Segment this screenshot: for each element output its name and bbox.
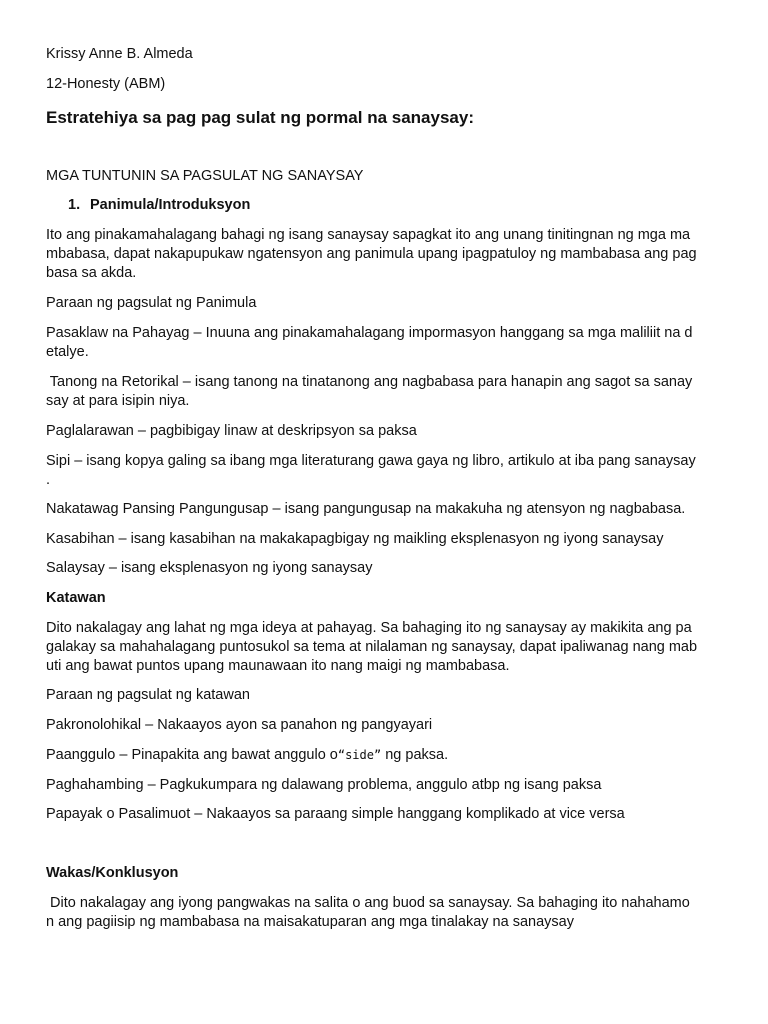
katawan-method-paanggulo [46, 746, 726, 766]
panimula-method-continuation: etalye. [46, 344, 89, 360]
panimula-methods-label: Paraan ng pagsulat ng Panimula [46, 295, 257, 311]
panimula-method: Sipi – isang kopya galing sa ibang mga literaturang gawa gaya ng libro, artikulo at iba pang sanaysay [46, 453, 696, 469]
class-section: 12-Honesty (ABM) [46, 76, 166, 92]
panimula-method-continuation: . [46, 472, 51, 488]
paanggulo-text: Paanggulo – Pinapakita ang bawat anggulo o [46, 747, 338, 763]
side-quote: “side” [337, 748, 382, 762]
katawan-method: Pakronolohikal – Nakaayos ayon sa panahon ng pangyayari [46, 717, 433, 733]
panimula-description-line: mbabasa, dapat nakapupukaw ngatensyon ang panimula upang ipagpatuloy ng mambabasa ang pag [46, 246, 697, 262]
katawan-method: Papayak o Pasalimuot – Nakaayos sa paraang simple hanggang komplikado at vice versa [46, 806, 625, 822]
panimula-method: Nakatawag Pansing Pangungusap – isang pangungusap na makakuha ng atensyon ng nagbabasa. [46, 501, 686, 517]
panimula-method: Tanong na Retorikal – isang tanong na tinatanong ang nagbabasa para hanapin ang sagot sa sanay [46, 374, 693, 390]
katawan-description-line: galakay sa mahahalagang puntosukol sa tema at nilalaman ng sanaysay, dapat ipaliwanag nang mab [46, 639, 698, 655]
document-title: Estratehiya sa pag pag sulat ng pormal na sanaysay: [46, 108, 474, 127]
katawan-method: Paghahambing – Pagkukumpara ng dalawang problema, anggulo atbp ng isang paksa [46, 777, 602, 793]
panimula-method: Paglalarawan – pagbibigay linaw at deskripsyon sa paksa [46, 423, 417, 439]
panimula-description-line: basa sa akda. [46, 265, 137, 281]
panimula-method-continuation: say at para isipin niya. [46, 393, 190, 409]
rules-heading: MGA TUNTUNIN SA PAGSULAT NG SANAYSAY [46, 168, 364, 184]
panimula-description-line: Ito ang pinakamahalagang bahagi ng isang sanaysay sapagkat ito ang unang tinitingnan ng mga ma [46, 227, 691, 243]
panimula-method: Pasaklaw na Pahayag – Inuuna ang pinakamahalagang impormasyon hanggang sa mga maliliit na d [46, 325, 693, 341]
panimula-method: Kasabihan – isang kasabihan na makakapagbigay ng maikling eksplenasyon ng iyong sanaysay [46, 531, 664, 547]
katawan-methods-label: Paraan ng pagsulat ng katawan [46, 687, 250, 703]
katawan-description-line: uti ang bawat puntos upang maunawaan ito nang maigi ng mambabasa. [46, 658, 510, 674]
list-number: 1. [68, 197, 81, 213]
wakas-heading: Wakas/Konklusyon [46, 865, 179, 881]
author-name: Krissy Anne B. Almeda [46, 46, 193, 62]
wakas-description-line: n ang pagiisip ng mambabasa na maisakatuparan ang mga tinalakay na sanaysay [46, 914, 574, 930]
panimula-heading-text: Panimula/Introduksyon [90, 197, 251, 213]
panimula-method: Salaysay – isang eksplenasyon ng iyong sanaysay [46, 560, 373, 576]
wakas-description-line: Dito nakalagay ang iyong pangwakas na salita o ang buod sa sanaysay. Sa bahaging ito nahahamo [46, 895, 690, 911]
katawan-description-line: Dito nakalagay ang lahat ng mga ideya at pahayag. Sa bahaging ito ng sanaysay ay makikita ang pa [46, 620, 692, 636]
panimula-heading [68, 196, 748, 216]
katawan-heading: Katawan [46, 590, 106, 606]
paanggulo-text-end: ng paksa. [381, 747, 449, 763]
